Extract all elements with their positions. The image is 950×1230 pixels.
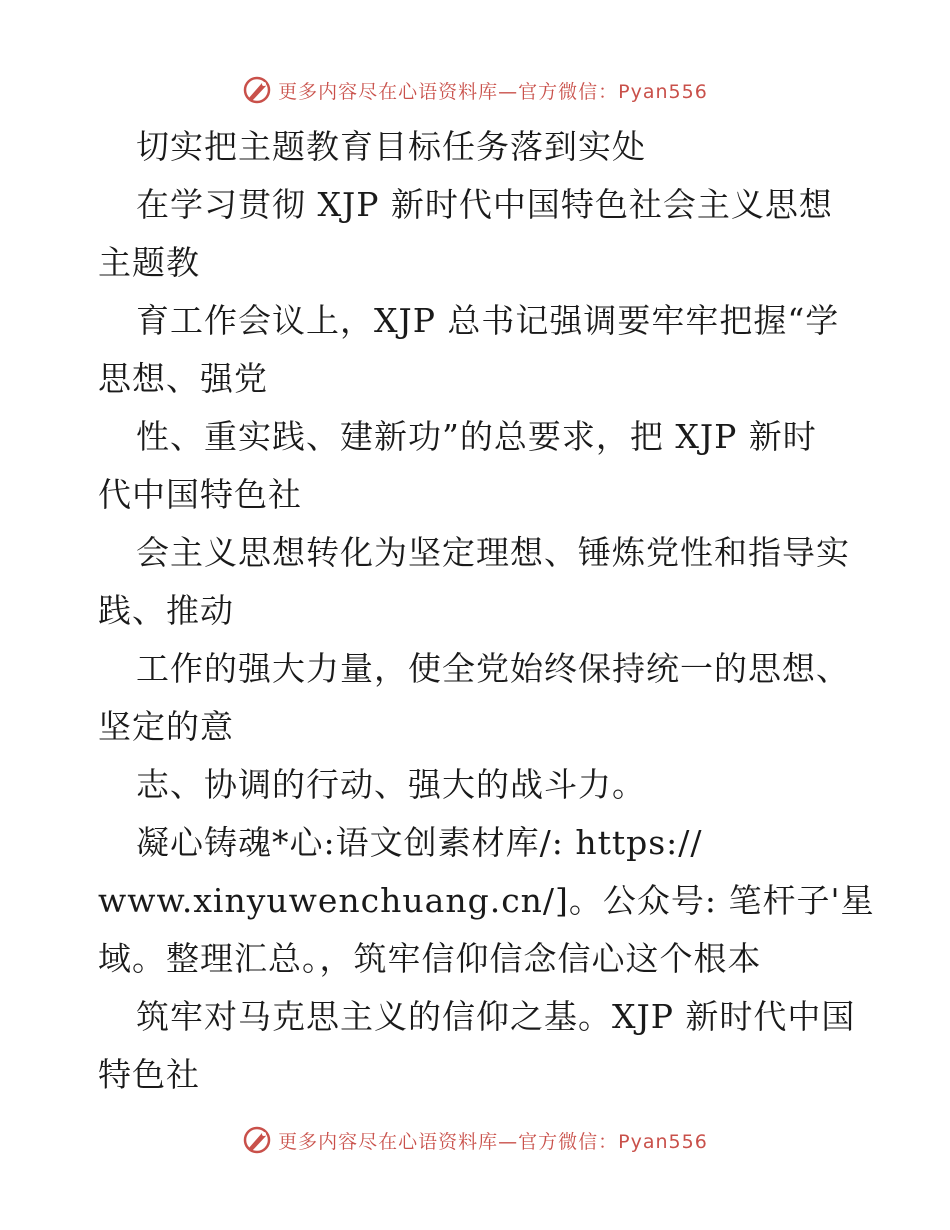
document-line: 筑牢对马克思主义的信仰之基。XJP 新时代中国 bbox=[136, 997, 856, 1036]
pen-logo-icon bbox=[242, 1125, 272, 1155]
document-line: 特色社 bbox=[98, 1055, 200, 1094]
pen-logo-icon bbox=[242, 75, 272, 105]
document-body bbox=[98, 118, 875, 1104]
document-line: 主题教 bbox=[98, 243, 200, 282]
document-line: 性、重实践、建新功”的总要求，把 XJP 新时 bbox=[136, 417, 817, 456]
document-line: 坚定的意 bbox=[98, 707, 234, 746]
document-line: 工作的强大力量，使全党始终保持统一的思想、 bbox=[136, 649, 850, 688]
document-line: 凝心铸魂*心:语文创素材库/: https:// bbox=[136, 823, 703, 862]
document-line: 思想、强党 bbox=[98, 359, 268, 398]
document-line: 志、协调的行动、强大的战斗力。 bbox=[136, 765, 646, 804]
document-line: 代中国特色社 bbox=[98, 475, 302, 514]
header-banner bbox=[0, 70, 950, 110]
document-line: 会主义思想转化为坚定理想、锤炼党性和指导实 bbox=[136, 533, 850, 572]
document-line: 切实把主题教育目标任务落到实处 bbox=[136, 127, 646, 166]
document-line: 域。整理汇总。，筑牢信仰信念信心这个根本 bbox=[98, 939, 762, 978]
document-line: 在学习贯彻 XJP 新时代中国特色社会主义思想 bbox=[136, 185, 833, 224]
footer-banner-text: 更多内容尽在心语资料库—官方微信：Pyan556 bbox=[278, 1130, 708, 1153]
document-line: 育工作会议上，XJP 总书记强调要牢牢把握“学 bbox=[136, 301, 840, 340]
footer-banner bbox=[0, 1120, 950, 1160]
document-line: www.xinyuwenchuang.cn/]。公众号: 笔杆子'星 bbox=[98, 881, 875, 920]
document-line: 践、推动 bbox=[98, 591, 234, 630]
header-banner-text: 更多内容尽在心语资料库—官方微信：Pyan556 bbox=[278, 80, 708, 103]
